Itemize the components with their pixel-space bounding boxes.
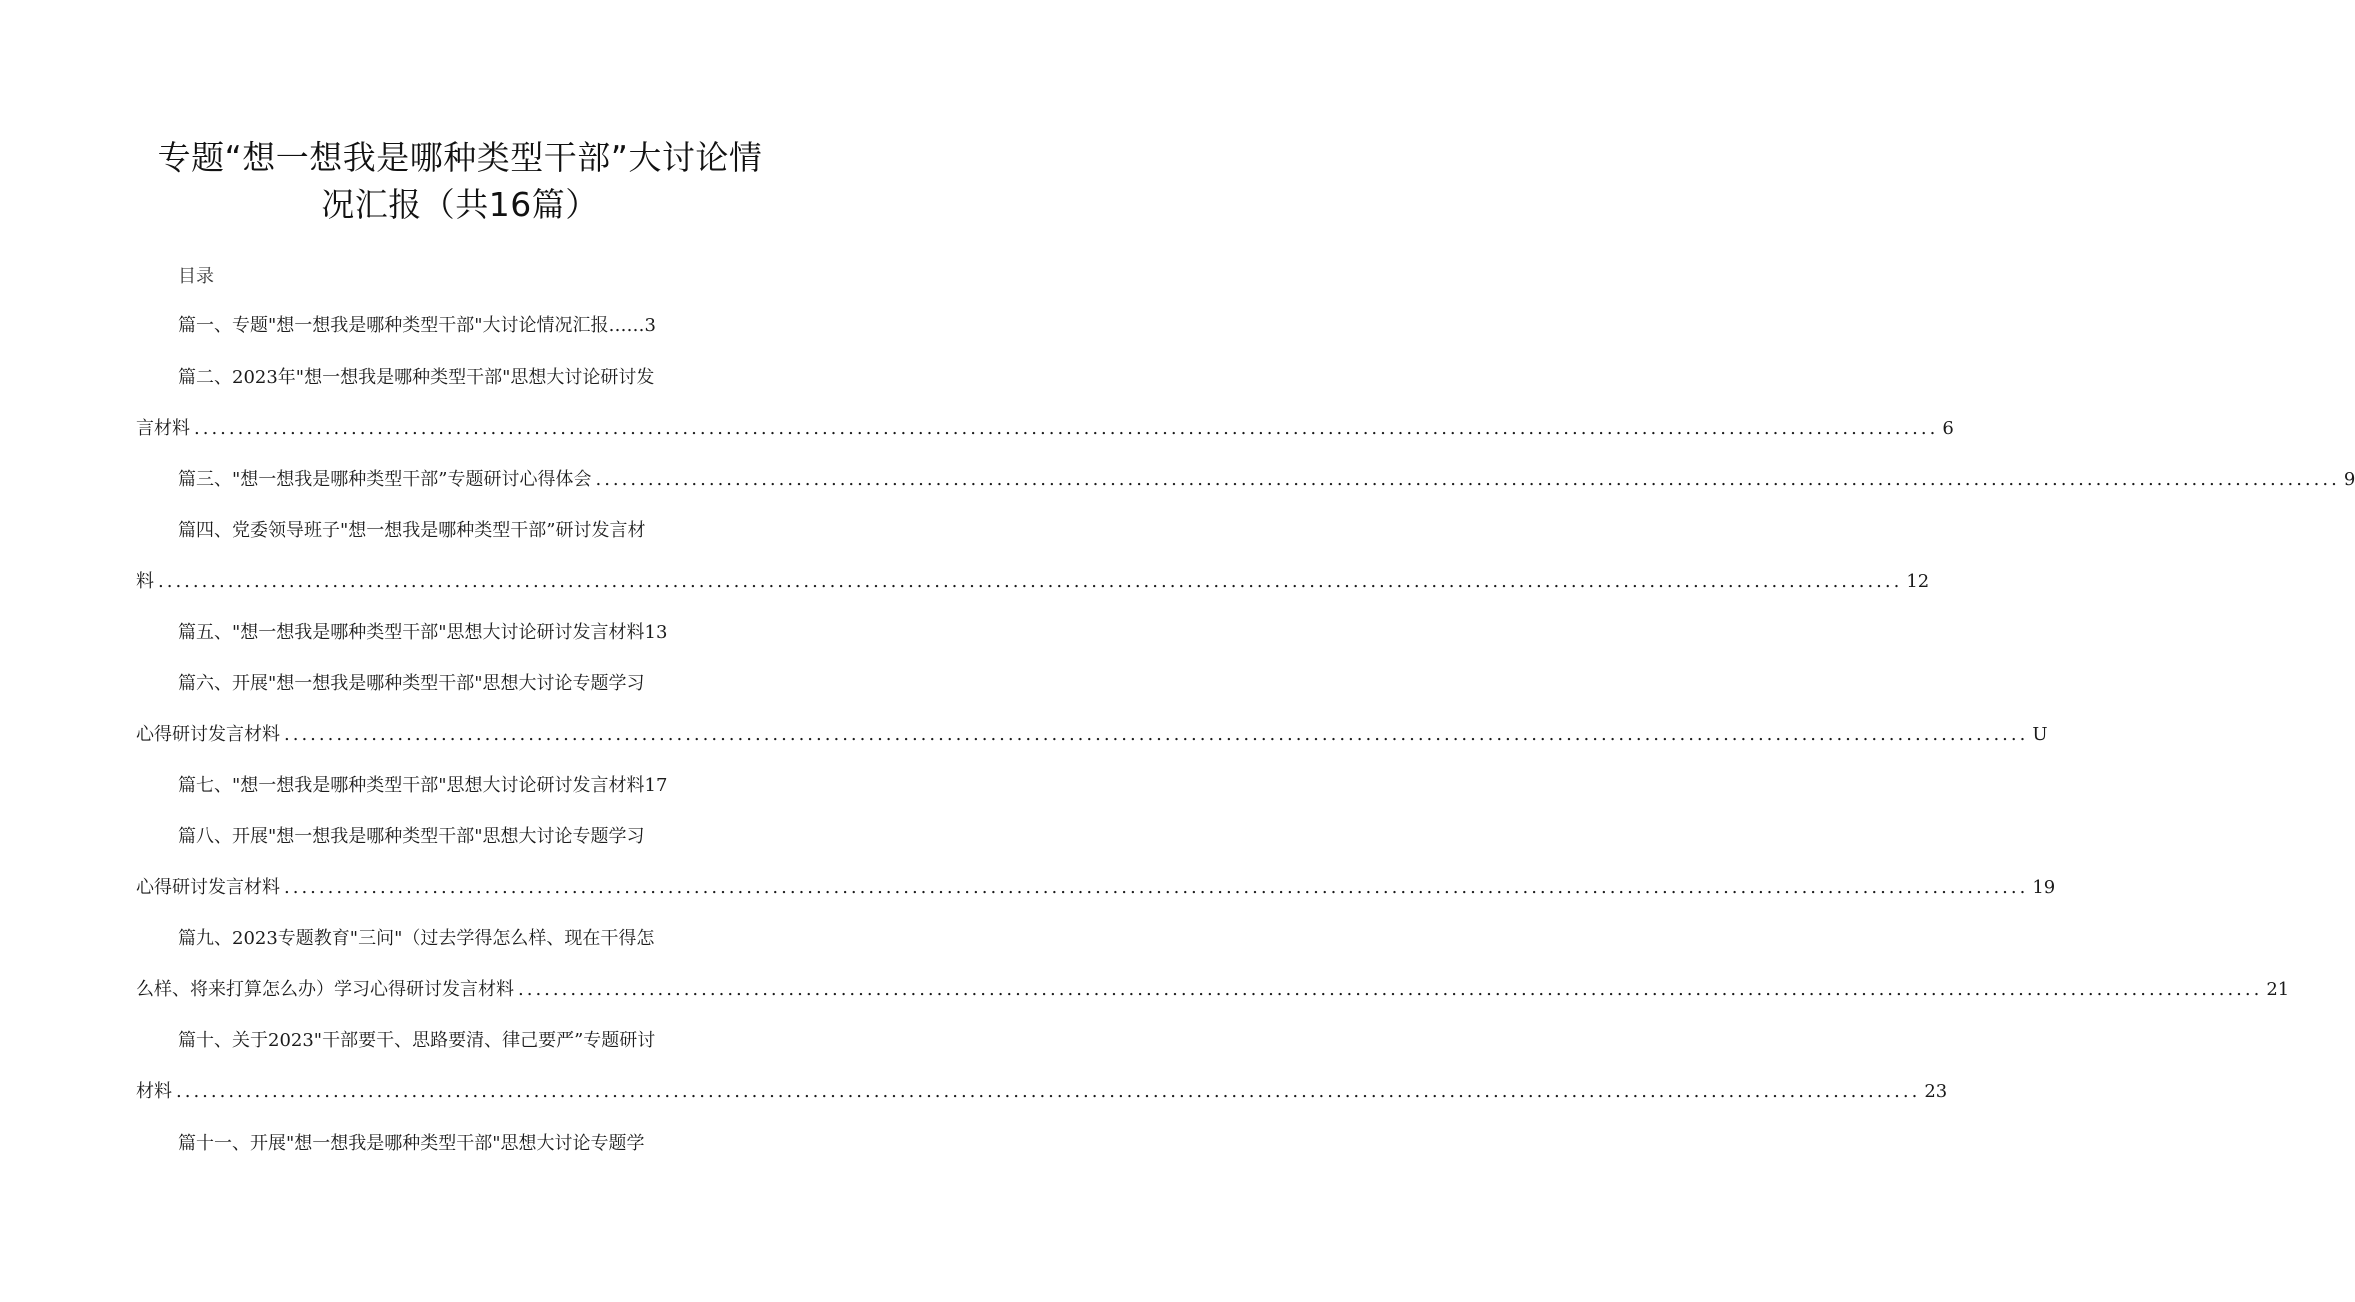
toc-entry-3-text: 篇三、"想一想我是哪种类型干部”专题研讨心得体会 [178,469,592,490]
toc-entry-2-page: 6 [1942,418,1954,439]
toc-entry-1: 篇一、专题"想一想我是哪种类型干部"大讨论情况汇报……3 [178,315,657,336]
dot-leader: ........................................................................................................................................................................................................ [518,979,2263,1000]
dot-leader: ........................................................................................................................................................................................................ [595,469,2340,490]
document-title [120,134,800,228]
toc-entry-10-cont-text: 材料 [136,1081,172,1102]
dot-leader: ........................................................................................................................................................................................................ [158,571,1903,592]
toc-entry-3 [178,467,2355,493]
toc-entry-6-page: U [2032,724,2048,745]
toc-entry-8-cont [136,875,2056,901]
toc-entry-4-cont [136,569,1930,595]
toc-entry-8: 篇八、开展"想一想我是哪种类型干部"思想大讨论专题学习 [178,826,645,847]
toc-entry-2-cont [136,416,1954,442]
title-line-1: 专题“想一想我是哪种类型干部”大讨论情 [157,138,763,177]
toc-entry-9-page: 21 [2266,979,2290,1000]
toc-entry-8-cont-text: 心得研讨发言材料 [136,877,280,898]
toc-label: 目录 [178,266,214,287]
toc-entry-10: 篇十、关于2023"干部要干、思路要清、律己要严”专题研讨 [178,1030,656,1051]
toc-entry-3-page: 9 [2343,469,2355,490]
toc-entry-9-cont-text: 么样、将来打算怎么办）学习心得研讨发言材料 [136,979,514,1000]
toc-entry-9-cont [136,977,2290,1003]
toc-entry-4-cont-text: 料 [136,571,154,592]
dot-leader: ........................................................................................................................................................................................................ [176,1081,1921,1102]
toc-entry-9: 篇九、2023专题教育"三问"（过去学得怎么样、现在干得怎 [178,928,655,949]
toc-entry-6-cont [136,722,2048,748]
title-line-2: 况汇报（共16篇） [321,185,599,224]
toc-entry-7: 篇七、"想一想我是哪种类型干部"思想大讨论研讨发言材料17 [178,775,668,796]
dot-leader: ........................................................................................................................................................................................................ [284,877,2029,898]
toc-entry-6-cont-text: 心得研讨发言材料 [136,724,280,745]
toc-entry-6: 篇六、开展"想一想我是哪种类型干部"思想大讨论专题学习 [178,673,645,694]
toc-entry-5: 篇五、"想一想我是哪种类型干部"思想大讨论研讨发言材料13 [178,622,668,643]
toc-entry-8-page: 19 [2032,877,2056,898]
toc-entry-4-page: 12 [1906,571,1930,592]
toc-entry-10-cont [136,1079,1948,1105]
toc-entry-10-page: 23 [1924,1081,1948,1102]
dot-leader: ........................................................................................................................................................................................................ [194,418,1939,439]
toc-entry-2-cont-text: 言材料 [136,418,190,439]
toc-entry-4: 篇四、党委领导班子"想一想我是哪种类型干部”研讨发言材 [178,520,646,541]
toc-entry-2: 篇二、2023年"想一想我是哪种类型干部"思想大讨论研讨发 [178,367,655,388]
dot-leader: ........................................................................................................................................................................................................ [284,724,2029,745]
toc-entry-11: 篇十一、开展"想一想我是哪种类型干部"思想大讨论专题学 [178,1133,645,1154]
